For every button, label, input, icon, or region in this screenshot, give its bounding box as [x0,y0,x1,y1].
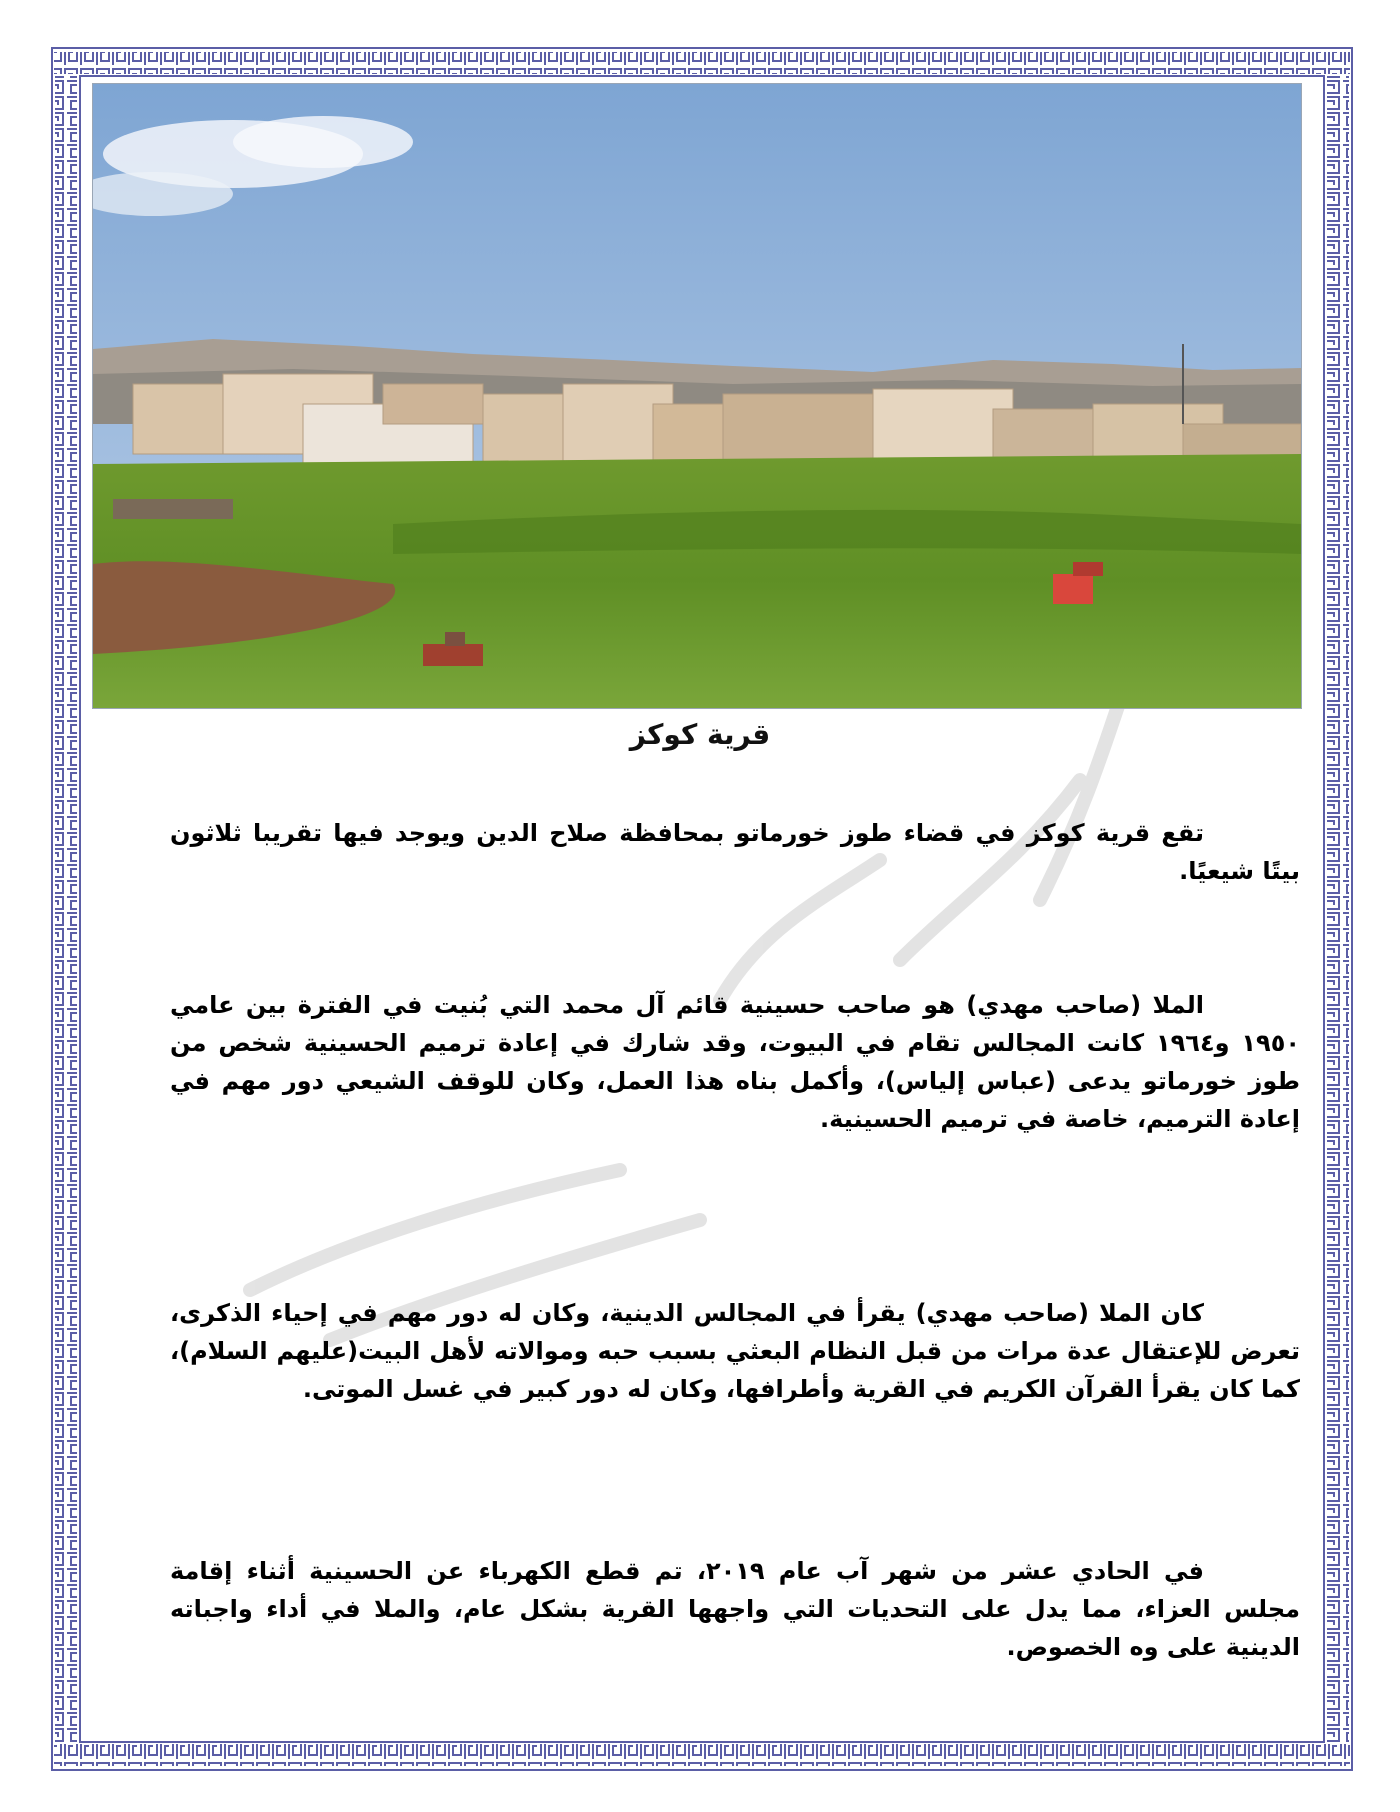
paragraph-location: تقع قرية كوكز في قضاء طوز خورماتو بمحافظة صلاح الدين ويوجد فيها تقريبا ثلاثون بيتًا شيعيًا. [170,819,1300,885]
paragraph-electricity: في الحادي عشر من شهر آب عام ٢٠١٩، تم قطع الكهرباء عن الحسينية أثناء إقامة مجلس العزاء، مما يدل على التحديات التي واجهها القرية بشكل عام، والملا في أداء واجباته الدينية على وه الخصوص. [170,1557,1300,1661]
village-photo [92,83,1302,709]
photo-caption: قرية كوكز [629,718,771,751]
paragraph-mulla-role: كان الملا (صاحب مهدي) يقرأ في المجالس الدينية، وكان له دور مهم في إحياء الذكرى، تعرض للإعتقال عدة مرات من قبل النظام البعثي بسبب حبه وموالاته لأهل البيت(عليهم السلام)، كما كان يقرأ القرآن الكريم في القرية وأطرافها، وكان له دور كبير في غسل الموتى. [170,1299,1300,1403]
paragraph-husseiniya: الملا (صاحب مهدي) هو صاحب حسينية قائم آل محمد التي بُنيت في الفترة بين عامي ١٩٥٠ و١٩٦٤ كانت المجالس تقام في البيوت، وقد شارك في إعادة ترميم الحسينية شخص من طوز خورماتو يدعى (عباس إلياس)، وأكمل بناه هذا العمل، وكان للوقف الشيعي دور مهم في إعادة الترميم، خاصة في ترميم الحسينية. [170,991,1300,1133]
